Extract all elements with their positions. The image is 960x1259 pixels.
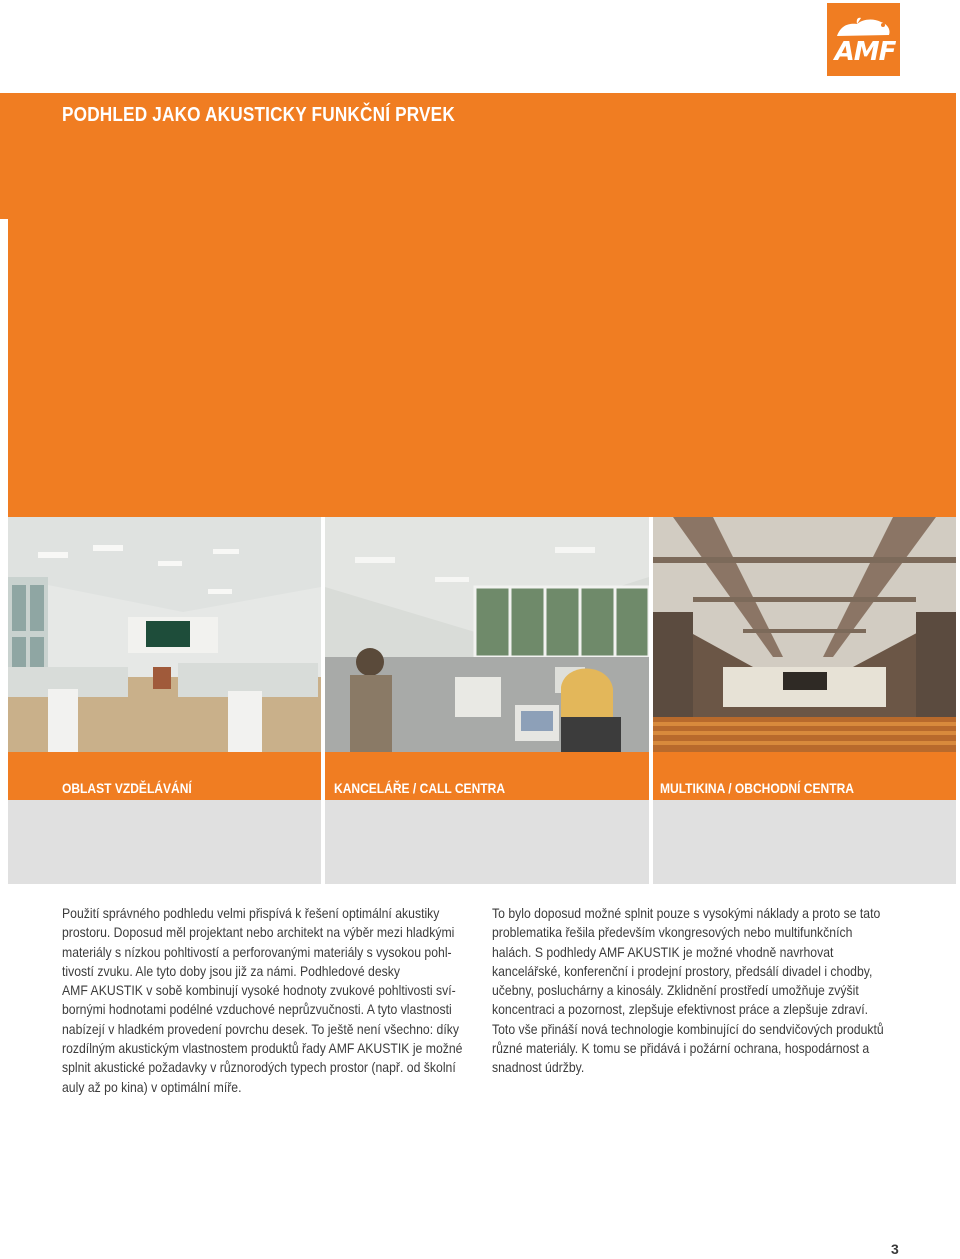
section-panel-education: [8, 800, 321, 884]
body-line: nabízejí v hladkém provedení povrchu desek. To ještě není všechno: díky: [62, 1021, 459, 1037]
body-line: kancelářské, konferenční i prodejní prostory, předsálí divadel i chodby,: [492, 963, 873, 979]
body-line: To bylo doposud možné splnit pouze s vysokými náklady a proto se tato: [492, 906, 881, 921]
body-line: snadnost údržby.: [492, 1060, 585, 1076]
section-panel-cinemas: [653, 800, 956, 884]
body-line: auly až po kina) v optimální míře.: [62, 1079, 242, 1095]
body-line: bornými hodnotami podélné vzduchové neprůzvučnosti. A tyto vlastnosti: [62, 1002, 452, 1018]
body-line: tivostí zvuku. Ale tyto doby jsou již za námi. Podhledové desky: [62, 963, 400, 979]
section-label-cinemas: [653, 752, 956, 800]
header-band: [8, 93, 956, 517]
body-column-left: [62, 904, 485, 1097]
body-line: rozdílným akustickým vlastnostem produktů řady AMF AKUSTIK je možné: [62, 1041, 463, 1057]
body-line: Toto vše přináší nová technologie kombinující do sendvičových produktů: [492, 1021, 884, 1037]
classroom-photo: [8, 517, 321, 752]
logo-wordmark: AMF: [834, 37, 896, 67]
header-band-edge: [0, 93, 8, 219]
page-number: 3: [891, 1241, 899, 1257]
page-title: PODHLED JAKO AKUSTICKY FUNKČNÍ PRVEK: [62, 104, 455, 126]
body-line: Použití správného podhledu velmi přispívá k řešení optimální akustiky: [62, 906, 440, 921]
body-line: různé materiály. K tomu se přidává i požární ochrana, hospodárnost a: [492, 1041, 870, 1057]
body-line: materiály s nízkou pohltivostí a perforovanými materiály s vysokou pohl-: [62, 944, 452, 960]
section-label-education: [8, 752, 321, 800]
section-panel-offices: [325, 800, 649, 884]
call-centre-photo: [325, 517, 649, 752]
section-label-text: OBLAST VZDĚLÁVÁNÍ: [62, 780, 192, 796]
body-column-right: [492, 904, 906, 1078]
section-label-offices: [325, 752, 649, 800]
cinema-hall-photo: [653, 517, 956, 752]
body-line: AMF AKUSTIK v sobě kombinují vysoké hodnoty zvukové pohltivosti sví-: [62, 983, 456, 999]
body-line: koncentraci a pozornost, zlepšuje efektivnost práce a zlepšuje zdraví.: [492, 1002, 869, 1018]
amf-logo: [827, 3, 900, 76]
section-label-text: MULTIKINA / OBCHODNÍ CENTRA: [660, 780, 854, 796]
body-line: splnit akustické požadavky v různorodých typech prostor (např. od školní: [62, 1060, 456, 1076]
section-label-text: KANCELÁŘE / CALL CENTRA: [334, 780, 506, 796]
body-line: halách. S podhledy AMF AKUSTIK je možné vhodně navrhovat: [492, 944, 834, 960]
body-line: učebny, posluchárny a kinosály. Zklidnění prostředí umožňuje zvýšit: [492, 983, 859, 999]
body-line: problematika řešila především vkongresových nebo multifunkčních: [492, 925, 853, 941]
body-line: prostoru. Doposud měl projektant nebo architekt na výběr mezi hladkými: [62, 925, 455, 941]
